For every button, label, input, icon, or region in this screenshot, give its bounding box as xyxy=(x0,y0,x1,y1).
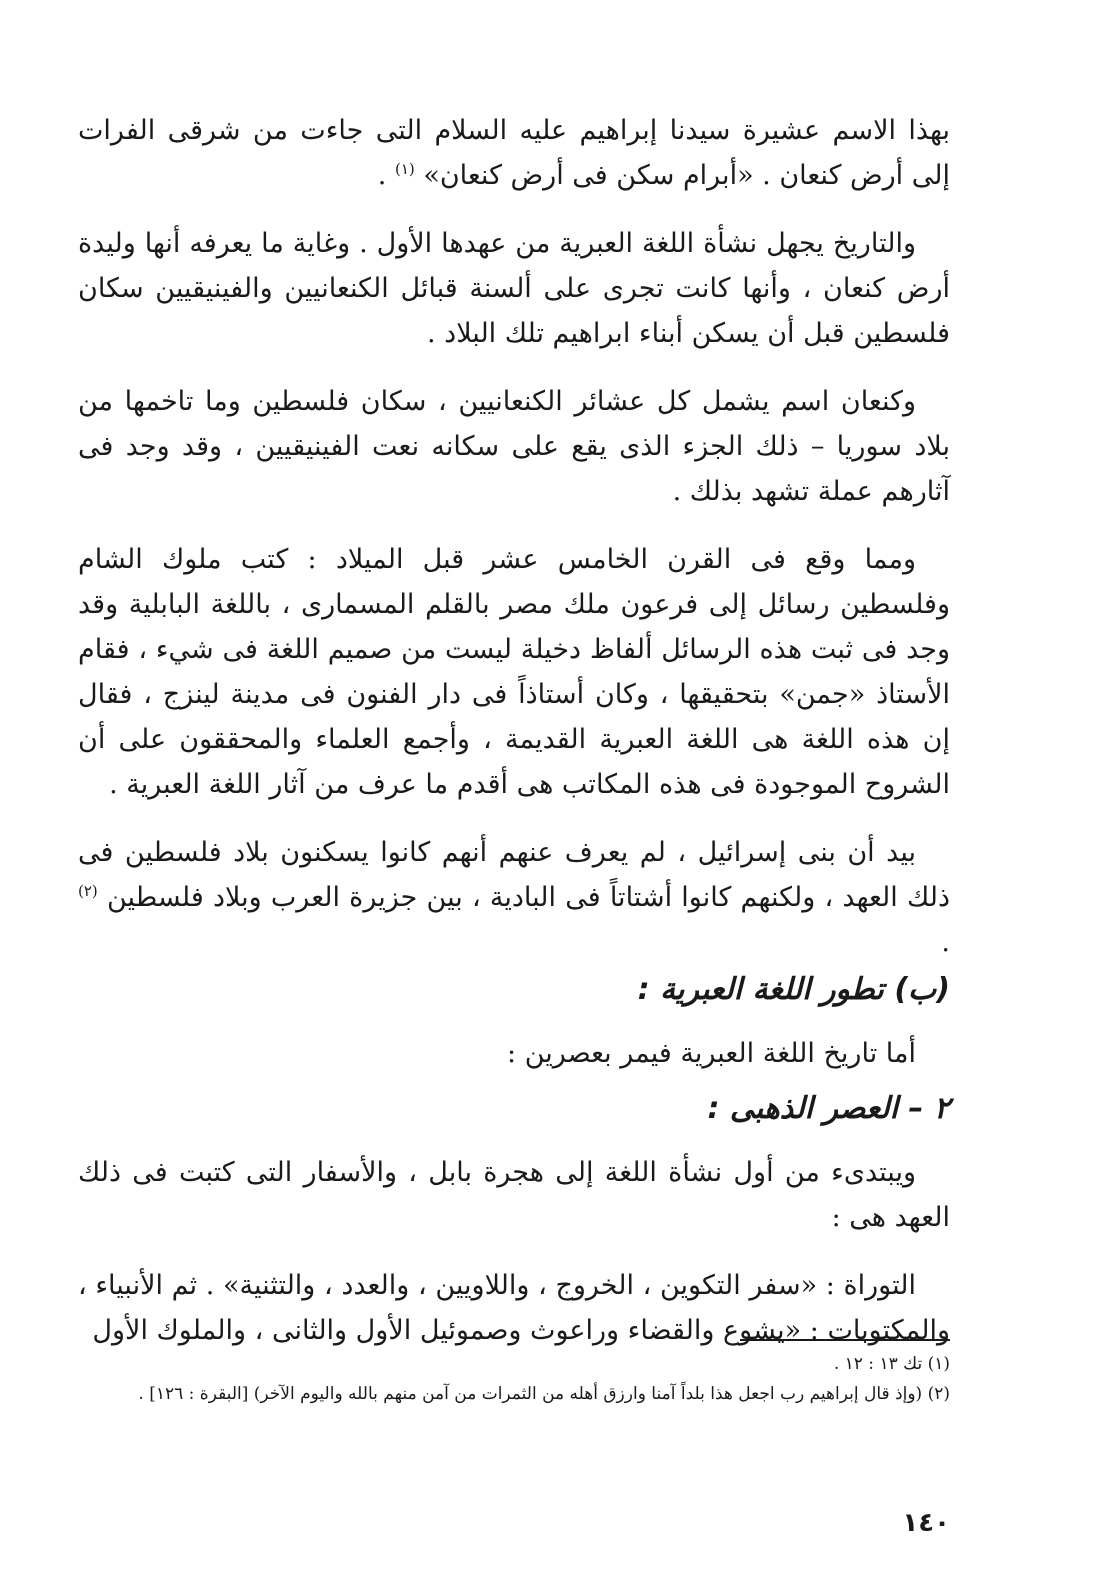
paragraph-1-text: بهذا الاسم عشيرة سيدنا إبراهيم عليه السلام التى جاءت من شرقى الفرات إلى أرض كنعان . «أبرام سكن فى أرض كنعان» xyxy=(78,115,950,191)
footnote-divider xyxy=(740,1339,950,1341)
paragraph-3: وكنعان اسم يشمل كل عشائر الكنعانيين ، سكان فلسطين وما تاخمها من بلاد سوريا – ذلك الجزء الذى يقع على سكانه نعت الفينيقيين ، وقد وجد فى آثارهم عملة تشهد بذلك . xyxy=(78,386,950,507)
page-body xyxy=(78,108,950,1376)
paragraph-8: التوراة : «سفر التكوين ، الخروج ، واللاويين ، والعدد ، والتثنية» . ثم الأنبياء ، والمكتوبات : «يشوع والقضاء وراعوث وصموئيل الأول والثانى ، والملوك الأول xyxy=(78,1270,950,1346)
paragraph-5-text: بيد أن بنى إسرائيل ، لم يعرف عنهم أنهم كانوا يسكنون بلاد فلسطين فى ذلك العهد ، ولكنهم كانوا أشتاتاً فى البادية ، بين جزيرة العرب وبلاد فلسطين xyxy=(78,837,950,913)
paragraph-5 xyxy=(78,830,950,965)
footnote-1: (١) تك ١٣ : ١٢ . xyxy=(833,1354,950,1374)
paragraph-6: أما تاريخ اللغة العبرية فيمر بعصرين : xyxy=(507,1038,916,1069)
page-number: ١٤٠ xyxy=(902,1508,950,1538)
section-heading-golden-age: ٢ – العصر الذهبى : xyxy=(707,1091,950,1126)
footnote-ref-1: (١) xyxy=(394,160,415,178)
paragraph-7: ويبتدىء من أول نشأة اللغة إلى هجرة بابل ، والأسفار التى كتبت فى ذلك العهد هى : xyxy=(78,1157,950,1233)
paragraph-5-end: . xyxy=(941,927,950,958)
paragraph-1-end: . xyxy=(377,160,395,191)
paragraph-4: ومما وقع فى القرن الخامس عشر قبل الميلاد : كتب ملوك الشام وفلسطين رسائل إلى فرعون ملك مصر بالقلم المسمارى ، باللغة البابلية وقد وجد فى ثبت هذه الرسائل ألفاظ دخيلة ليست من صميم اللغة فى شيء ، فقام الأستاذ «جمن» بتحقيقها ، وكان أستاذاً فى دار الفنون فى مدينة لينزج ، فقال إن هذه اللغة هى اللغة العبرية القديمة ، وأجمع العلماء والمحققون على أن الشروح الموجودة فى هذه المكاتب هى أقدم ما عرف من آثار اللغة العبرية . xyxy=(78,544,950,800)
footnotes xyxy=(78,1335,950,1409)
paragraph-2: والتاريخ يجهل نشأة اللغة العبرية من عهدها الأول . وغاية ما يعرفه أنها وليدة أرض كنعان ، وأنها كانت تجرى على ألسنة قبائل الكنعانيين والفينيقيين سكان فلسطين قبل أن يسكن أبناء ابراهيم تلك البلاد . xyxy=(78,228,950,349)
section-heading-evolution: (ب) تطور اللغة العبرية : xyxy=(637,972,950,1007)
footnote-ref-2: (٢) xyxy=(78,882,98,900)
paragraph-1 xyxy=(78,108,950,198)
footnote-2: (٢) (وإذ قال إبراهيم رب اجعل هذا بلداً آمنا وارزق أهله من الثمرات من آمن منهم بالله واليوم الآخر) [البقرة : ١٢٦] . xyxy=(138,1384,950,1404)
